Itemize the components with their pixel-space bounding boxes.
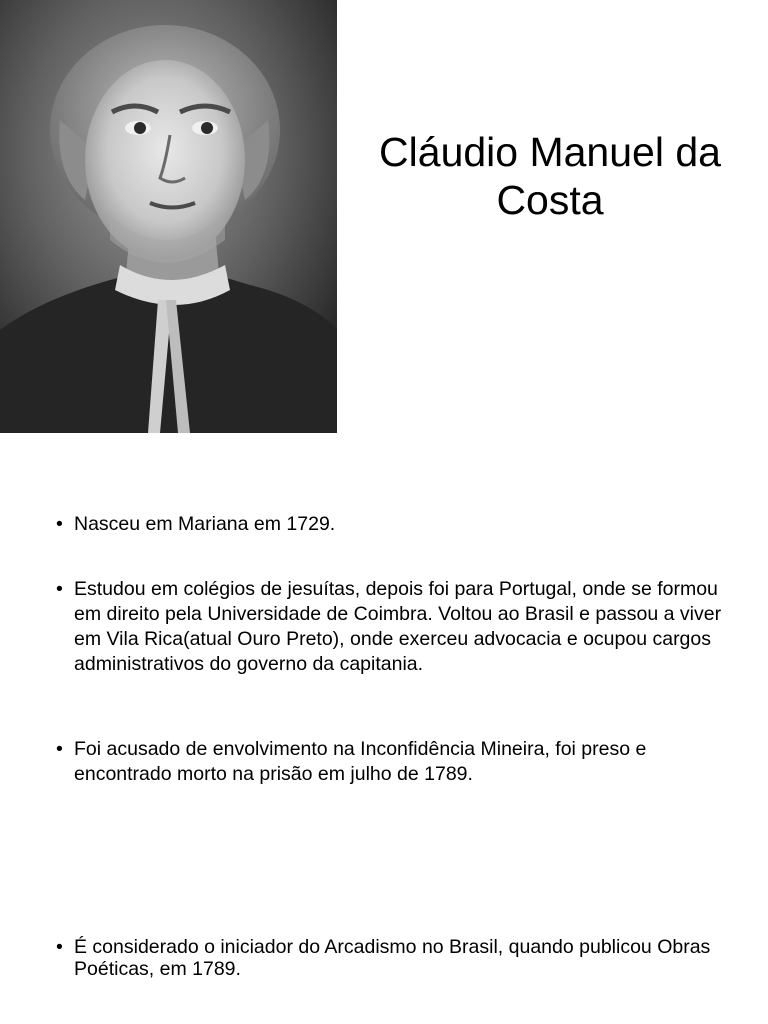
bullet-text: Estudou em colégios de jesuítas, depois foi para Portugal, onde se formou em direito pela Universidade de Coimbra. Voltou ao Brasil e passou a viver em Vila Rica(atual Ouro Preto), onde exerceu advocacia e ocupou cargos administrativos do governo da capitania. — [74, 578, 722, 675]
slide-title — [340, 128, 760, 224]
title-line-1: Cláudio Manuel da — [379, 129, 721, 175]
title-line-2: Costa — [496, 177, 604, 223]
bullet-dot: • — [56, 578, 63, 600]
portrait-drawing — [0, 0, 337, 433]
bullet-dot: • — [56, 936, 63, 958]
bullet-text: Nasceu em Mariana em 1729. — [74, 513, 336, 535]
bullet-text: É considerado o iniciador do Arcadismo no Brasil, quando publicou Obras Poéticas, em 1789. — [74, 936, 711, 980]
bullet-text: Foi acusado de envolvimento na Inconfidência Mineira, foi preso e encontrado morto na prisão em julho de 1789. — [74, 738, 647, 785]
portrait-image — [0, 0, 337, 433]
bullet-item — [56, 512, 744, 537]
bullet-item — [56, 936, 744, 980]
bullet-item — [56, 577, 744, 677]
bullet-dot: • — [56, 513, 63, 535]
bullet-item — [56, 737, 744, 787]
bullet-dot: • — [56, 738, 63, 760]
